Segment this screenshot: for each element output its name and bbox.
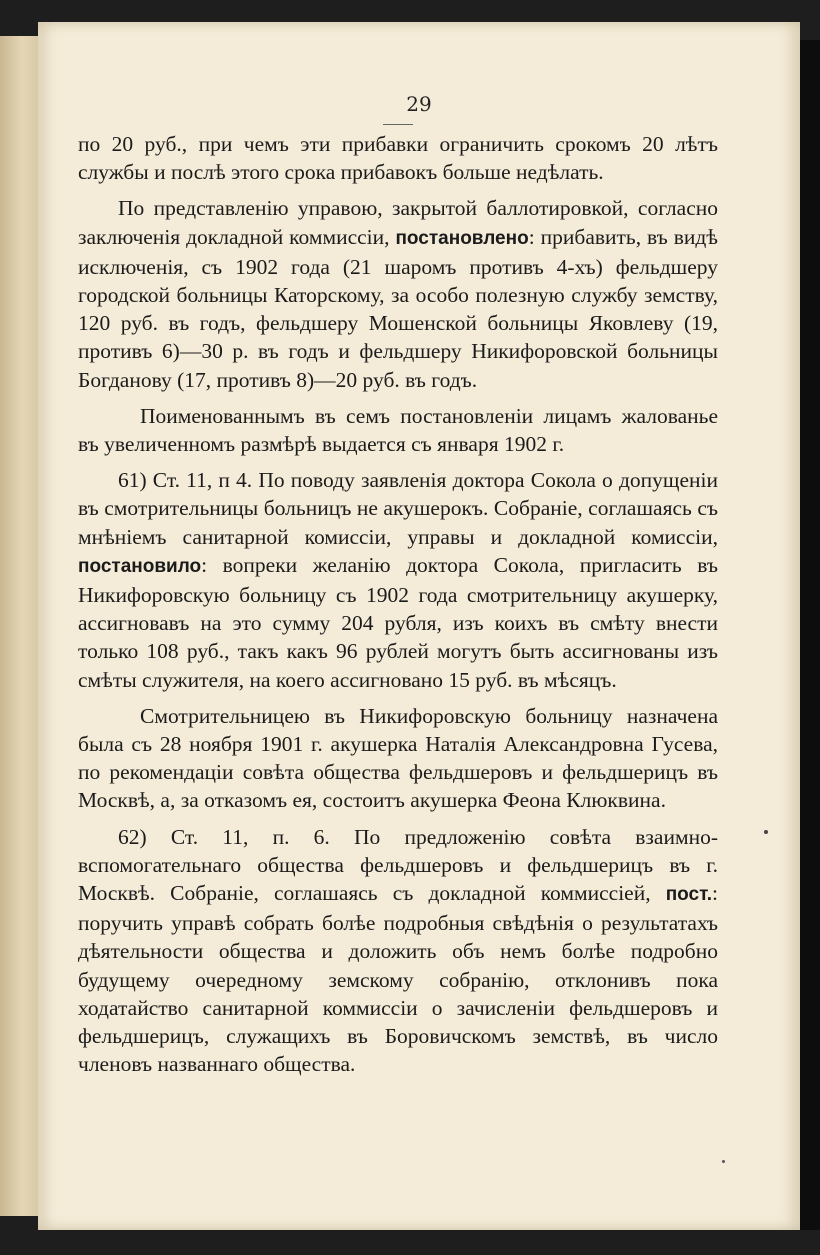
paragraph-text: Поименованнымъ въ семъ постановленіи лицамъ жалованье въ увеличенномъ размѣрѣ выдается съ января 1902 г. bbox=[78, 403, 718, 457]
page-body-text bbox=[78, 130, 718, 1087]
paragraph-text: : прибавить, въ видѣ исключенія, съ 1902 года (21 шаромъ противъ 4-хъ) фельдшеру городской больницы Каторскому, за особо полезную службу земству, 120 руб. въ годъ, фельдшеру Мошенской больницы Яковлеву (19, противъ 6)—30 р. въ годъ и фельдшеру Никифоровской больницы Богданову (17, противъ 8)—20 руб. въ годъ. bbox=[78, 224, 718, 392]
paragraph-text: : вопреки желанію доктора Сокола, пригласить въ Никифоровскую больницу съ 1902 года смотрительницу акушерку, ассигновавъ на это сумму 204 рубля, изъ коихъ въ смѣту внести только 108 руб., такъ какъ 96 рублей могутъ быть ассигнованы изъ смѣты служителя, на коего ассигновано 15 руб. въ мѣсяцъ. bbox=[78, 552, 718, 692]
paragraph-text: Смотрительницею въ Никифоровскую больницу назначена была съ 28 ноября 1901 г. акушерка Наталія Александровна Гусева, по рекомендаціи совѣта общества фельдшеровъ и фельдшерицъ въ Москвѣ, а, за отказомъ ея, состоитъ акушерка Феона Клюквина. bbox=[78, 703, 718, 813]
print-speck bbox=[722, 1160, 725, 1163]
paragraph-salary-note bbox=[78, 402, 718, 458]
paragraph-resolution-raises bbox=[78, 194, 718, 393]
resolution-keyword: постановлено bbox=[395, 227, 529, 249]
resolution-keyword: постановило bbox=[78, 555, 202, 577]
page-number-ornament bbox=[383, 118, 413, 125]
scan-background-strip bbox=[800, 40, 820, 1230]
paragraph-text: 61) Ст. 11, п 4. По поводу заявленія доктора Сокола о допущеніи въ смотрительницы больницъ не акушерокъ. Собраніе, соглашаясь съ мнѣніемъ санитарной комиссіи, управы и докладной комиссіи, bbox=[78, 468, 718, 549]
paragraph-text: По представленію управою, закрытой баллотировкой, согласно заключенія докладной коммиссіи, bbox=[78, 196, 718, 249]
paragraph-appointment-note bbox=[78, 702, 718, 815]
print-speck bbox=[764, 830, 768, 834]
resolution-keyword: пост. bbox=[665, 884, 713, 906]
book-inner-page-edge bbox=[0, 36, 40, 1216]
paragraph-item-61 bbox=[78, 466, 718, 694]
paragraph-text: 62) Ст. 11, п. 6. По предложенію совѣта взаимно-вспомогательнаго общества фельдшеровъ и фельдшерицъ въ г. Москвѣ. Собраніе, соглашаясь съ докладной коммиссіей, bbox=[78, 824, 718, 906]
paragraph-continuation bbox=[78, 130, 718, 186]
paragraph-item-62 bbox=[78, 823, 718, 1079]
paragraph-text: : поручить управѣ собрать болѣе подробныя свѣдѣнія о результатахъ дѣятельности общества и доложить объ немъ болѣе подробно будущему очередному земскому собранію, отклонивъ пока ходатайство санитарной коммиссіи о зачисленіи фельдшеровъ и фельдшерицъ, служащихъ въ Боровичскомъ земствѣ, въ число членовъ названнаго общества. bbox=[78, 881, 718, 1077]
paragraph-text: по 20 руб., при чемъ эти прибавки ограничить срокомъ 20 лѣтъ службы и послѣ этого срока прибавокъ больше недѣлать. bbox=[78, 132, 718, 185]
book-page bbox=[38, 22, 800, 1230]
page-number: 29 bbox=[406, 92, 432, 116]
